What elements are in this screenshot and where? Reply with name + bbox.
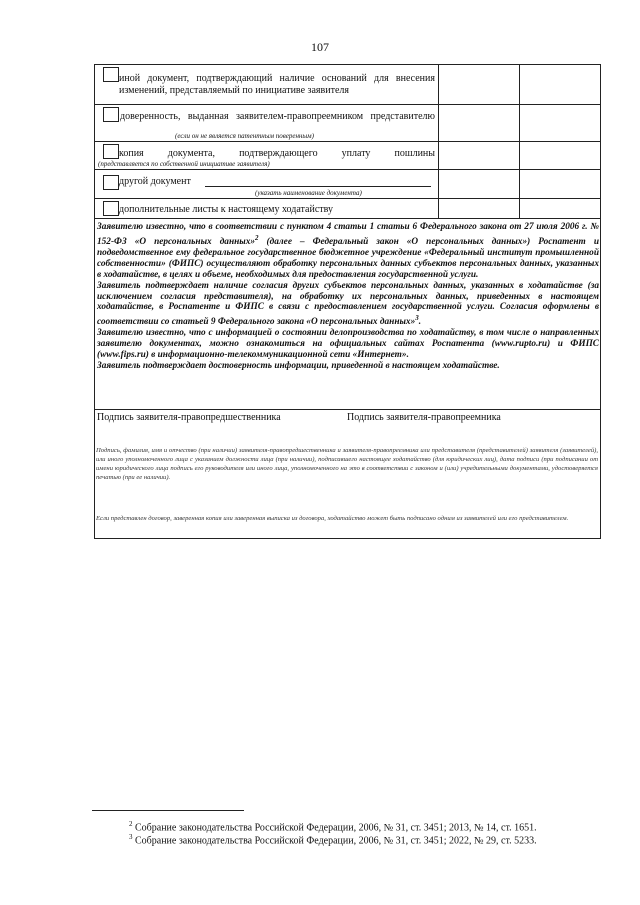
signature-successor-label: Подпись заявителя-правопреемника: [347, 412, 501, 423]
row-note: (указать наименование документа): [255, 189, 362, 197]
checkbox[interactable]: [103, 67, 119, 82]
table-row: [95, 105, 600, 142]
table-row: [95, 199, 600, 219]
signature-predecessor-label: Подпись заявителя-правопредшественника: [97, 412, 281, 423]
declaration: [97, 222, 599, 372]
footnote-3: $^3$ Собрание законодательства Российской Федерации, 2006, № 31, ст. 3451; 2022, № 29, ст. 5233.: [129, 833, 537, 847]
table-row: [95, 65, 600, 105]
footnote-separator: [92, 810, 244, 811]
row-label: другой документ: [119, 176, 191, 187]
table-row: [95, 170, 600, 199]
signature-row: [95, 409, 600, 426]
declaration-p1: Заявителю известно, что в соответствии с пунктом 4 статьи 1 статьи 6 Федерального закона от 27 июля 2006 г. № 152-ФЗ «О персональных данных»: [97, 222, 599, 247]
row-label: иной документ, подтверждающий наличие оснований для внесения изменений, представляемый по инициативе заявителя: [119, 73, 435, 96]
checkbox[interactable]: [103, 175, 119, 190]
petition-form-table: [94, 64, 601, 539]
table-row: [95, 142, 600, 170]
footnote-ref: 2: [255, 233, 259, 242]
row-note: (представляется по собственной инициативе заявителя): [98, 160, 270, 168]
footnote-2: $^2$ Собрание законодательства Российской Федерации, 2006, № 31, ст. 3451; 2013, № 14, ст. 1651.: [129, 820, 537, 834]
checkbox[interactable]: [103, 201, 119, 216]
footnote-ref: 3: [415, 314, 419, 323]
declaration-p2-end: .: [418, 317, 422, 328]
page-number: 107: [311, 40, 329, 54]
row-note: (если он не является патентным поверенным): [175, 132, 314, 140]
declaration-p4: Заявитель подтверждает достоверность информации, приведенной в настоящем ходатайстве.: [97, 361, 500, 372]
row-label: копия документа, подтверждающего уплату пошлины: [119, 148, 435, 159]
declaration-p3: Заявителю известно, что с информацией о состоянии делопроизводства по ходатайству, в том числе о направленных заявителю документах, можно ознакомиться на официальных сайтах Роспатента (www.rupto.ru) и ФИПС (www.fips.ru) в информационно-телекоммуникационной сети «Интернет».: [97, 328, 599, 361]
row-label: доверенность, выданная заявителем-правопреемником представителю: [120, 111, 435, 122]
contract-note: Если представлен договор, заверенная копия или заверенная выписка из договора, ходатайство может быть подписано одним из заявителей или его представителем.: [96, 515, 569, 522]
checkbox[interactable]: [103, 144, 119, 159]
row-label: дополнительные листы к настоящему ходатайству: [119, 204, 334, 215]
signature-instructions: Подпись, фамилия, имя и отчество (при наличии) заявителя-правопредшественника и заявителя-правопреемника или представителя (представителей) заявителя (заявителей), или иного уполномоченного лица с указанием должности лица (при наличии), подписавшего настоящее ходатайство (для юридических лиц), дата подписи (при подписании от имени юридического лица подпись его руководителя или иного лица, уполномоченного на это в соответствии с законом и (или) учредительными документами, удостоверяется печатью (при ее наличии).: [96, 447, 598, 481]
declaration-p1-rest: (далее – Федеральный закон «О персональных данных») Роспатент и подведомственное ему федеральное государственное бюджетное учреждение «Федеральный институт промышленной собственности» (ФИПС) осуществляют обработку персональных данных субъектов персональных данных, указанных в ходатайстве, в целях и объеме, необходимых для предоставления государственной услуги.: [97, 237, 599, 280]
declaration-p2: Заявитель подтверждает наличие согласия других субъектов персональных данных, указанных в ходатайстве (за исключением согласия представителя), на обработку их персональных данных, приведенных в настоящем ходатайстве, в Роспатенте и ФИПС в связи с предоставлением государственной услуги. Согласия оформлены в соответствии со статьей 9 Федерального закона «О персональных данных»: [97, 280, 599, 328]
